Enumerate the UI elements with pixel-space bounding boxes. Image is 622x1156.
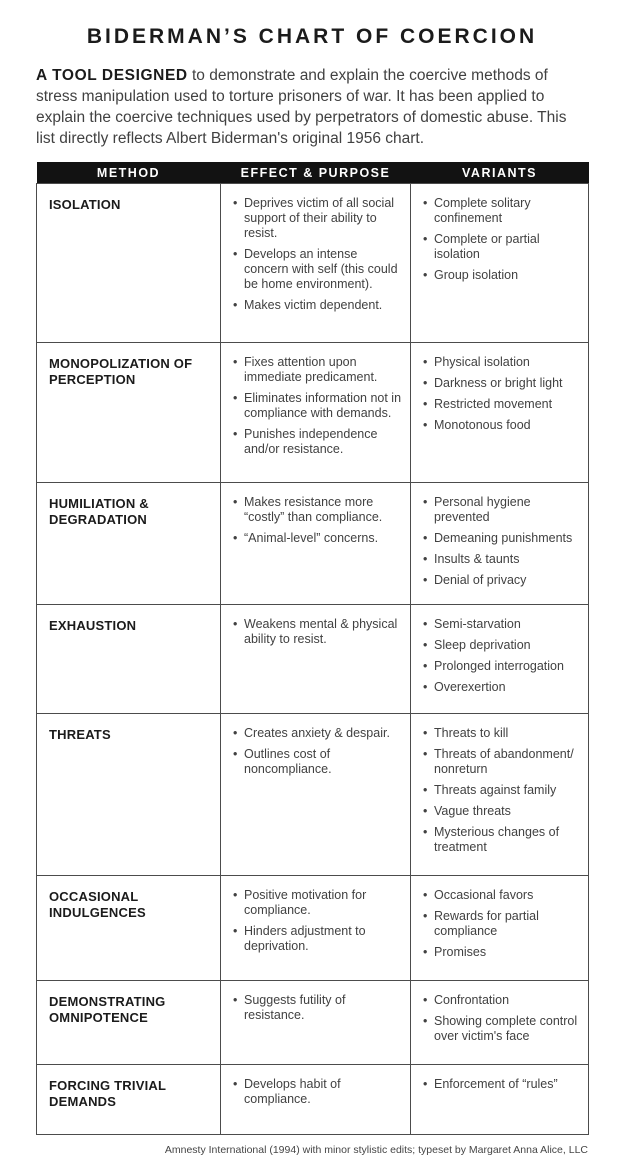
coercion-table-body	[37, 184, 589, 1135]
effect-item: • Develops an intense concern with self (this could be home environment).	[233, 247, 404, 292]
method-cell: EXHAUSTION	[37, 605, 221, 714]
effect-item: • Deprives victim of all social support of their ability to resist.	[233, 196, 404, 241]
variant-item: • Threats of abandonment/ nonreturn	[423, 747, 582, 777]
effect-item: • Punishes independence and/or resistance.	[233, 427, 404, 457]
variant-item: • Physical isolation	[423, 355, 582, 370]
method-cell: THREATS	[37, 714, 221, 876]
effect-item: • Develops habit of compliance.	[233, 1077, 404, 1107]
intro-body-text: to demonstrate and explain the coercive methods of stress manipulation used to torture prisoners of war. It has been applied to explain the coercive techniques used by perpetrators of domestic abuse. This list directly reflects Albert Biderman's original 1956 chart.	[36, 67, 567, 147]
bullet-list	[423, 888, 582, 960]
bullet-list	[233, 993, 404, 1023]
bullet-list	[423, 495, 582, 588]
table-row	[37, 184, 589, 343]
method-cell: HUMILIATION & DEGRADATION	[37, 483, 221, 605]
method-cell: ISOLATION	[37, 184, 221, 343]
method-cell: DEMONSTRATING OMNIPOTENCE	[37, 981, 221, 1065]
column-header-variants: VARIANTS	[411, 162, 589, 184]
variant-item: • Overexertion	[423, 680, 582, 695]
effect-item: • Positive motivation for compliance.	[233, 888, 404, 918]
effects-cell	[221, 714, 411, 876]
effects-cell	[221, 1065, 411, 1135]
effects-cell	[221, 876, 411, 981]
variant-item: • Restricted movement	[423, 397, 582, 412]
column-header-method: METHOD	[37, 162, 221, 184]
method-cell: FORCING TRIVIAL DEMANDS	[37, 1065, 221, 1135]
effect-item: • Creates anxiety & despair.	[233, 726, 404, 741]
bullet-list	[233, 726, 404, 777]
bullet-list	[423, 196, 582, 283]
effect-item: • Eliminates information not in compliance with demands.	[233, 391, 404, 421]
effects-cell	[221, 483, 411, 605]
bullet-list	[233, 355, 404, 457]
effect-item: • Makes victim dependent.	[233, 298, 404, 313]
table-row	[37, 605, 589, 714]
variants-cell	[411, 876, 589, 981]
bullet-list	[233, 495, 404, 546]
variants-cell	[411, 343, 589, 483]
table-row	[37, 483, 589, 605]
variant-item: • Vague threats	[423, 804, 582, 819]
effects-cell	[221, 605, 411, 714]
variants-cell	[411, 483, 589, 605]
effect-item: • Weakens mental & physical ability to resist.	[233, 617, 404, 647]
variant-item: • Complete or partial isolation	[423, 232, 582, 262]
effects-cell	[221, 184, 411, 343]
variant-item: • Mysterious changes of treatment	[423, 825, 582, 855]
table-row	[37, 1065, 589, 1135]
variant-item: • Semi-starvation	[423, 617, 582, 632]
effect-item: • Makes resistance more “costly” than compliance.	[233, 495, 404, 525]
table-row	[37, 714, 589, 876]
column-header-effect-purpose: EFFECT & PURPOSE	[221, 162, 411, 184]
variants-cell	[411, 184, 589, 343]
variant-item: • Prolonged interrogation	[423, 659, 582, 674]
header-row	[37, 162, 589, 184]
variant-item: • Sleep deprivation	[423, 638, 582, 653]
method-cell: OCCASIONAL INDULGENCES	[37, 876, 221, 981]
variant-item: • Complete solitary confinement	[423, 196, 582, 226]
intro-lead-text: A TOOL DESIGNED	[36, 67, 188, 84]
bullet-list	[423, 1077, 582, 1092]
bullet-list	[233, 617, 404, 647]
variant-item: • Rewards for partial compliance	[423, 909, 582, 939]
bullet-list	[233, 1077, 404, 1107]
variant-item: • Showing complete control over victim's face	[423, 1014, 582, 1044]
method-cell: MONOPOLIZATION OF PERCEPTION	[37, 343, 221, 483]
effects-cell	[221, 981, 411, 1065]
variant-item: • Group isolation	[423, 268, 582, 283]
variant-item: • Confrontation	[423, 993, 582, 1008]
variant-item: • Darkness or bright light	[423, 376, 582, 391]
effect-item: • “Animal-level” concerns.	[233, 531, 404, 546]
effect-item: • Hinders adjustment to deprivation.	[233, 924, 404, 954]
variant-item: • Insults & taunts	[423, 552, 582, 567]
bullet-list	[233, 888, 404, 954]
variant-item: • Demeaning punishments	[423, 531, 582, 546]
variant-item: • Monotonous food	[423, 418, 582, 433]
effects-cell	[221, 343, 411, 483]
variant-item: • Denial of privacy	[423, 573, 582, 588]
source-credit: Amnesty International (1994) with minor stylistic edits; typeset by Margaret Anna Alice, LLC	[164, 1144, 588, 1156]
coercion-table	[36, 162, 589, 1135]
variant-item: • Personal hygiene prevented	[423, 495, 582, 525]
variant-item: • Occasional favors	[423, 888, 582, 903]
effect-item: • Suggests futility of resistance.	[233, 993, 404, 1023]
variant-item: • Threats to kill	[423, 726, 582, 741]
effect-item: • Fixes attention upon immediate predicament.	[233, 355, 404, 385]
effect-item: • Outlines cost of noncompliance.	[233, 747, 404, 777]
bullet-list	[423, 355, 582, 433]
coercion-table-header	[37, 162, 589, 184]
variant-item: • Enforcement of “rules”	[423, 1077, 582, 1092]
table-row	[37, 343, 589, 483]
variants-cell	[411, 1065, 589, 1135]
bullet-list	[233, 196, 404, 313]
bullet-list	[423, 726, 582, 855]
bullet-list	[423, 617, 582, 695]
variants-cell	[411, 605, 589, 714]
variant-item: • Promises	[423, 945, 582, 960]
table-row	[37, 876, 589, 981]
variant-item: • Threats against family	[423, 783, 582, 798]
page-title: BIDERMAN’S CHART OF COERCION	[86, 25, 538, 48]
variants-cell	[411, 981, 589, 1065]
intro-paragraph	[36, 65, 588, 149]
table-row	[37, 981, 589, 1065]
variants-cell	[411, 714, 589, 876]
bullet-list	[423, 993, 582, 1044]
